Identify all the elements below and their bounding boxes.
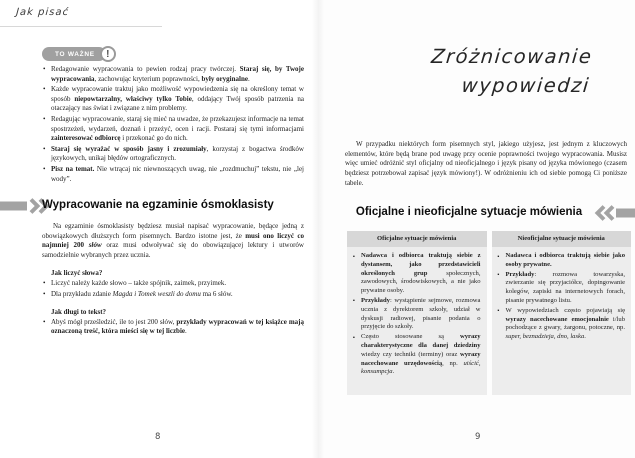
chapter-title-line1: Zróżnicowanie: [430, 45, 594, 68]
text-segment: , oddający Twój sposób patrzenia na otaczający nas świat i związane z nim problemy.: [51, 94, 305, 113]
text-segment: Dla przykładu zdanie: [51, 289, 113, 298]
official-list: [353, 252, 481, 377]
text-segment: Nadawca i odbiorca traktują siebie jako osoby prywatne.: [505, 252, 625, 268]
text-segment: Liczyć należy każde słowo – także spójnik, zaimek, przyimek.: [51, 278, 227, 287]
text-segment: słów: [88, 241, 102, 250]
list-item: [353, 252, 481, 296]
text-segment: przykłady wypracowań w tej książce mają oznaczoną treść, która mieści się w tej liczbie: [51, 317, 304, 336]
section-title-speaking: Oficjalne i nieoficjalne sytuacje mówienia: [355, 206, 583, 218]
text-segment: : rozmowa towarzyska, zwierzanie się przyjaciółce, dopingowanie kolegów, zapiski na internetowych forach, pisanie prywatnego listu.: [505, 270, 625, 304]
text-segment: Nadawca i odbiorca traktują siebie z dystansem, jako przedstawicieli określonych grup: [361, 252, 481, 277]
list-item: [42, 115, 304, 144]
text-segment: Redagowanie wypracowania to pewien rodzaj pracy twórczej.: [51, 65, 240, 73]
important-badge-label: TO WAŻNE: [42, 47, 106, 61]
chevrons-left-icon: [591, 205, 635, 221]
list-item: [42, 290, 304, 300]
unofficial-list: [498, 252, 626, 342]
text-segment: Każde wypracowanie traktuj jako możliwość wypowiedzenia się na określony temat w sposób: [51, 85, 304, 103]
text-segment: i/lub pochodzące z gwary, żargonu, potoczne, np.: [505, 315, 625, 332]
text-segment: Przykłady: [361, 296, 390, 304]
text-segment: : wystąpienie sejmowe, rozmowa ucznia z dyrektorem szkoły, udział w dyskusji radiowej, pisanie podania o przyjęcie do szkoły.: [361, 296, 481, 331]
list-item: [42, 279, 304, 289]
table-header-official: Oficjalne sytuacje mówienia: [347, 231, 487, 247]
text-segment: W wypowiedziach często pojawiają się: [505, 306, 625, 314]
running-head-rule: [0, 26, 162, 27]
text-segment: .: [392, 368, 395, 376]
chapter-title: [427, 42, 593, 100]
list-item: [42, 85, 304, 114]
page-number-right: 9: [475, 432, 481, 442]
text-length-list: [42, 318, 304, 337]
text-segment: społecznych, zawodowych, środowiskowych, a nie jako prywatne osoby.: [361, 269, 481, 295]
table-cell-official: [347, 247, 487, 395]
text-segment: wyrazy nacechowane emocjonalnie: [505, 315, 609, 323]
text-segment: wyrazy nacechowane urzędowością: [361, 350, 481, 367]
subhead-count-words: Jak liczyć słowa?: [51, 269, 103, 278]
text-segment: .: [247, 74, 250, 83]
text-segment: niepowtarzalny, właściwy tylko Tobie: [74, 94, 192, 103]
text-segment: wyrazy charakterystyczne dla danej dziedziny: [361, 333, 481, 349]
text-segment: wiedzy czy techniki (terminy) oraz: [361, 350, 460, 358]
text-segment: Pisz na temat.: [51, 164, 95, 173]
text-segment: były oryginalne: [201, 74, 248, 83]
text-segment: .: [185, 327, 187, 336]
text-segment: Często stosowane są: [361, 333, 460, 341]
list-item: [42, 145, 304, 164]
running-head: Jak pisać: [15, 7, 70, 18]
list-item: [42, 165, 304, 184]
chapter-title-line2: wypowiedzi: [460, 74, 591, 97]
list-item: [42, 318, 304, 337]
list-item: [353, 333, 481, 377]
table-cell-unofficial: [492, 247, 632, 395]
exam-intro-paragraph: [42, 222, 304, 260]
page-number-left: 8: [155, 432, 161, 442]
text-segment: musi ono liczyć co najmniej 200: [42, 231, 304, 250]
table-header-unofficial: Nieoficjalne sytuacje mówienia: [492, 231, 632, 247]
text-segment: uiścić: [463, 359, 479, 367]
subhead-text-length: Jak długi to tekst?: [51, 308, 107, 317]
exam-section-body: [42, 222, 304, 338]
text-segment: Staraj się, by Twoje wypracowania: [51, 65, 304, 83]
text-segment: ,: [478, 359, 481, 367]
text-segment: konsumpcja: [361, 368, 393, 376]
count-words-list: [42, 279, 304, 299]
text-segment: Redagując wypracowanie, staraj się mieć na uwadze, że przekazujesz informacje na temat spostrzeżeń, wydarzeń, doznań i przeżyć, ocen i racji. Postaraj się tymi informacjami: [51, 114, 304, 133]
text-segment: .: [584, 333, 586, 341]
text-segment: W przypadku niektórych form pisemnych styl, jakiego użyjesz, jest jednym z kluczowych elementów, które będą brane pod uwagę przy ocenie poprawności twojego wypracowania. Musisz więc umieć odróżnić styl oficjalny od nieoficjalnego i język pisany od języka mówionego (czasem będziesz potrzebował zapisać język mówiony!). W odróżnieniu ich od siebie pomogą Ci poniższe tabele.: [345, 140, 627, 187]
text-segment: Magda i Tomek weszli do domu: [112, 289, 201, 298]
text-segment: , np.: [442, 359, 464, 367]
section-heading-row: [318, 203, 635, 221]
book-spine: [312, 0, 324, 458]
important-list: [42, 65, 304, 185]
text-segment: oraz musi odwoływać się do obowiązującej lektury i utworów samodzielnie wybranych przez ucznia.: [42, 241, 304, 259]
speaking-situations-table: [347, 231, 631, 395]
text-segment: Abyś mógł prześledzić, ile to jest 200 słów,: [51, 317, 177, 326]
list-item: [498, 307, 626, 342]
list-item: [353, 297, 481, 332]
exclamation-icon: !: [100, 46, 116, 62]
section-title-exam: Wypracowanie na egzaminie ósmoklasisty: [42, 199, 274, 211]
text-segment: Przykłady: [505, 270, 535, 278]
text-segment: ma 6 słów.: [200, 289, 233, 298]
list-item: [498, 252, 626, 270]
text-segment: super, beznadzieja, dno, laska: [505, 333, 585, 341]
text-segment: i przekonać go do nich.: [120, 134, 188, 143]
important-badge: [42, 46, 116, 62]
list-item: [42, 65, 304, 84]
text-segment: Na egzaminie ósmoklasisty będziesz musiał napisać wypracowanie, będące jedną z obowiązkowych dłuższych form pisemnych. Bardzo istotne jest, że: [42, 222, 304, 240]
page-right: [318, 0, 635, 458]
text-segment: Staraj się wyrażać w sposób jasny i zrozumiały: [51, 144, 207, 153]
text-segment: , zachowując kryterium poprawności,: [94, 74, 202, 83]
chapter-intro-paragraph: [345, 140, 627, 189]
text-segment: Nie wtrącaj nic niewnoszących uwag, nie „rozdmuchuj” tekstu, nie „lej wody”.: [51, 164, 304, 183]
text-segment: , korzystaj z bogactwa środków językowych, unikaj błędów ortograficznych.: [51, 144, 304, 163]
list-item: [498, 271, 626, 306]
text-segment: zainteresować odbiorcę: [51, 134, 121, 143]
section-heading-row: [0, 196, 318, 214]
